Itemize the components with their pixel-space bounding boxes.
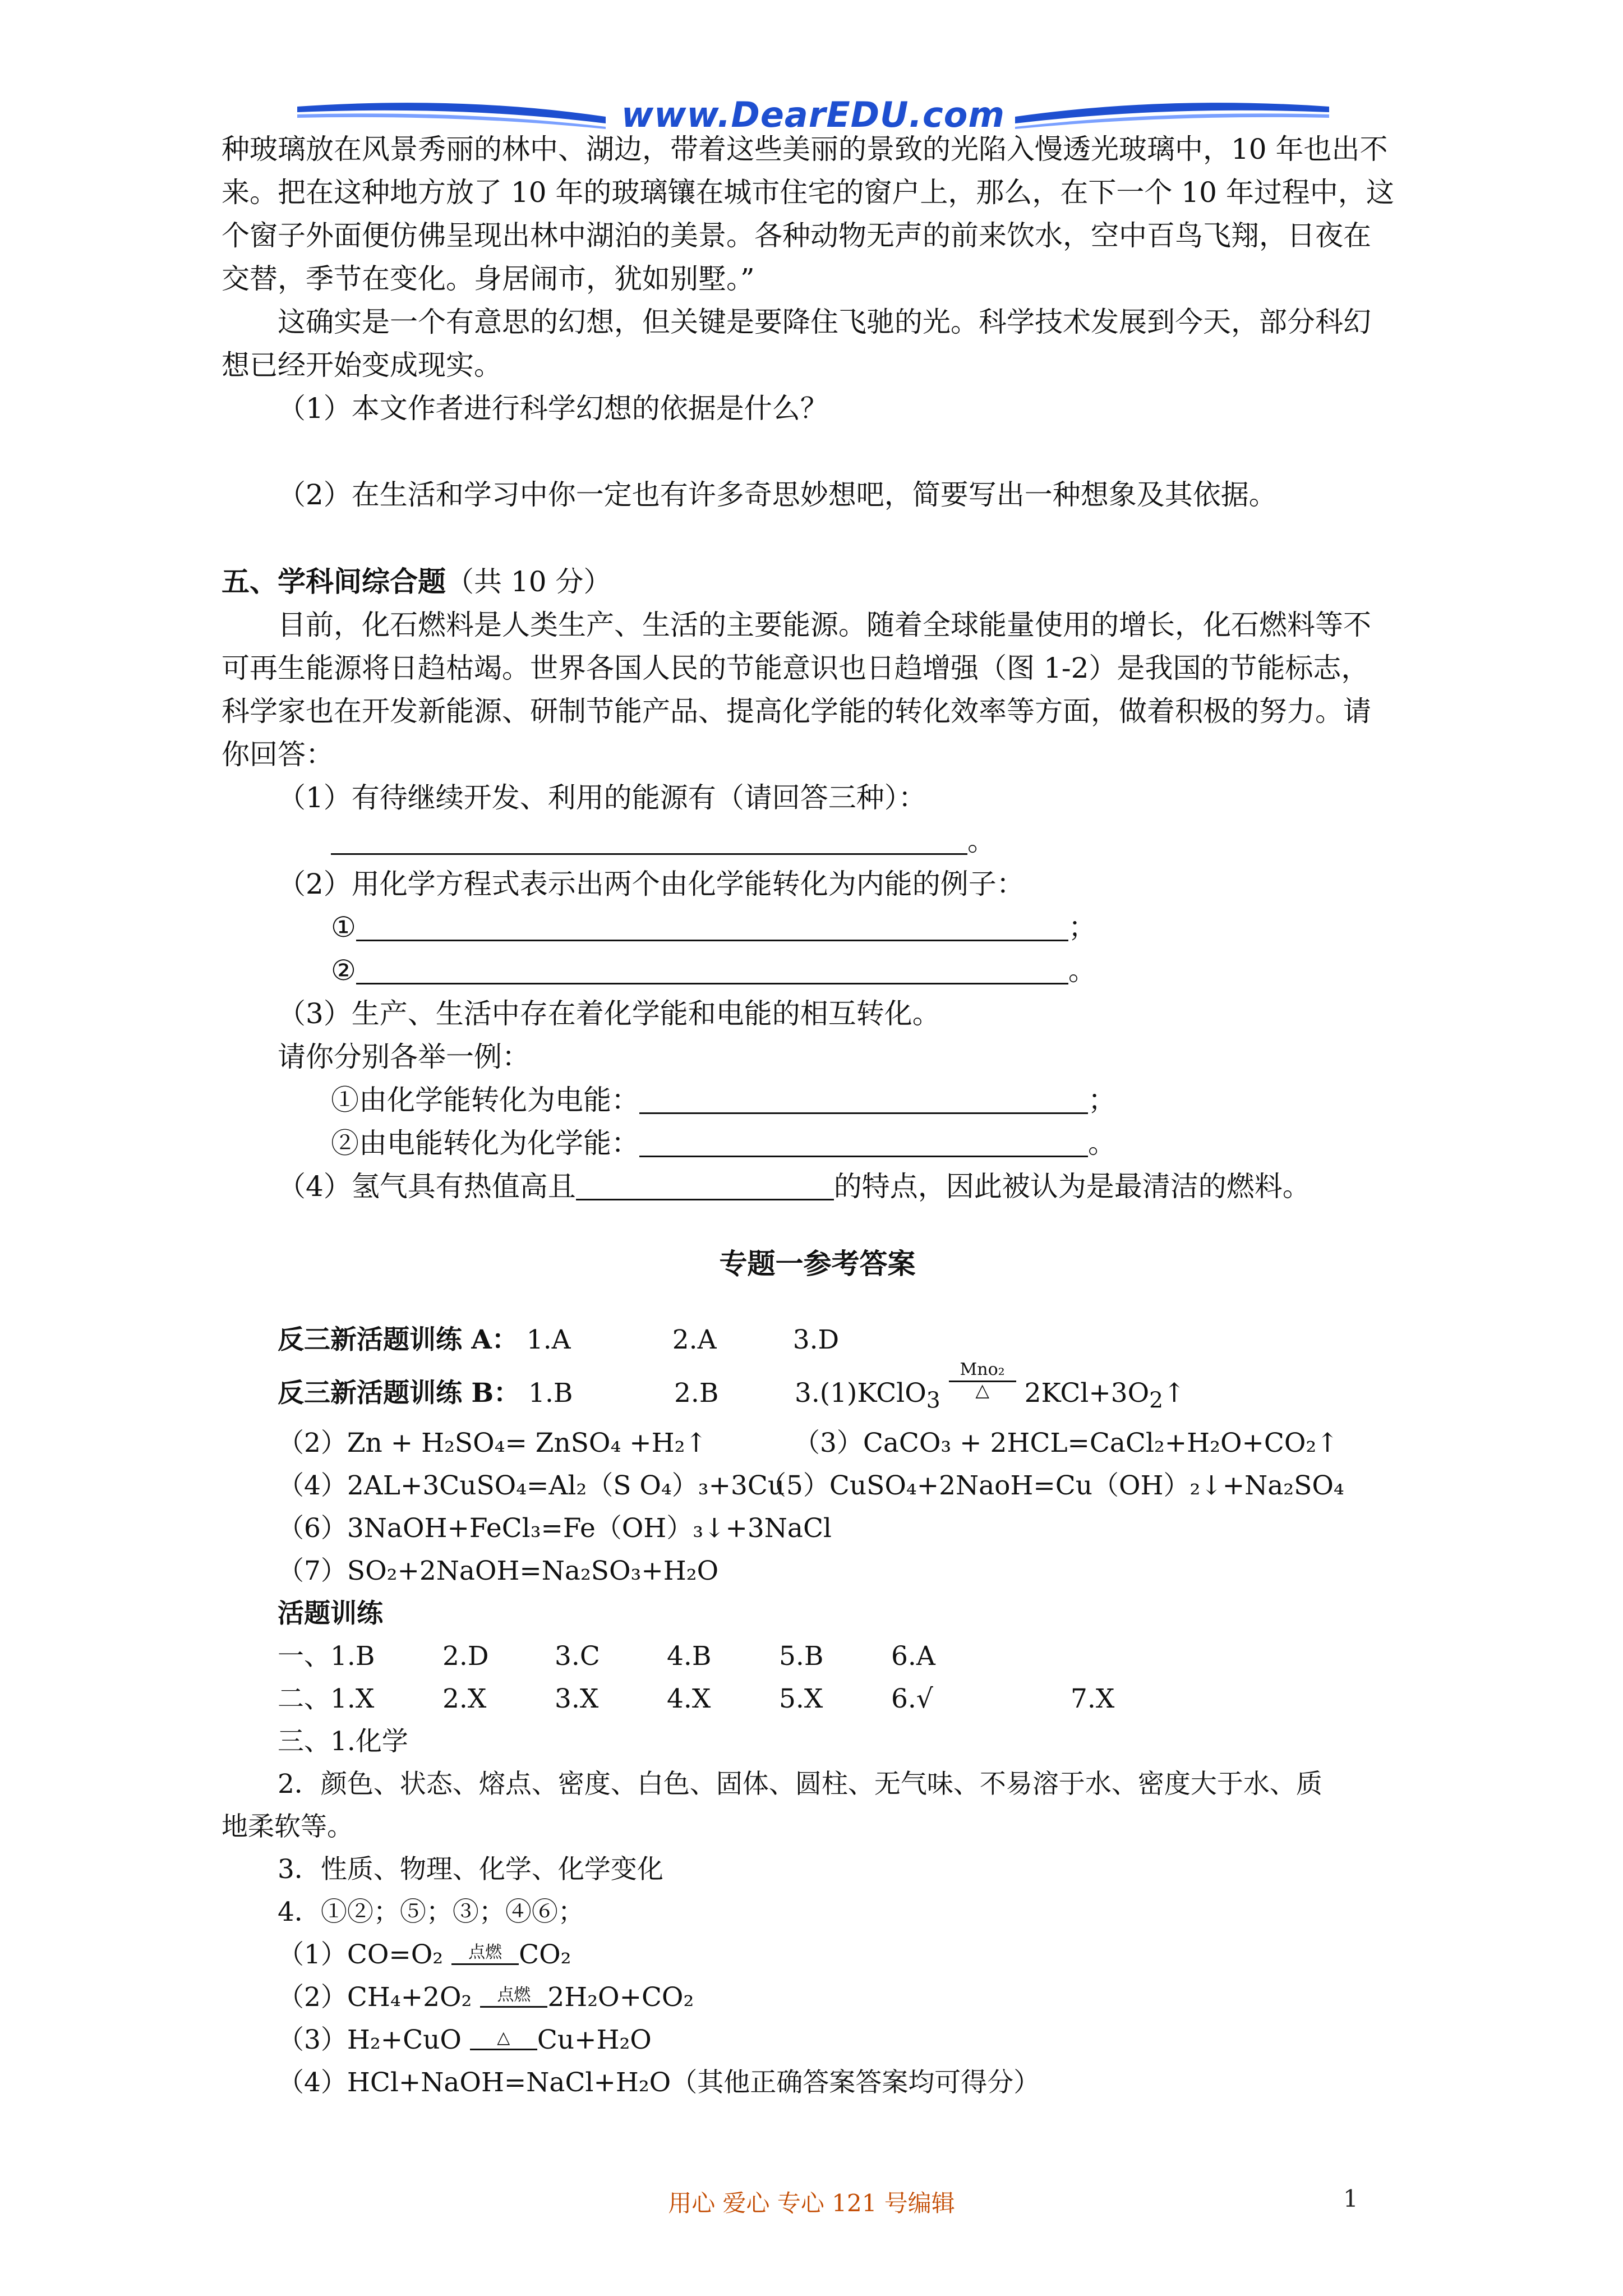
passage-line: 交替，季节在变化。身居闹市，犹如别墅。” (222, 263, 755, 295)
answer-blank[interactable] (356, 910, 1068, 941)
answer-item-2-cont: 地柔软等。 (222, 1811, 353, 1843)
answer-blank[interactable] (356, 954, 1068, 984)
sub-question-4: （4）氢气具有热值高且 的特点，因此被认为是最清洁的燃料。 (278, 1170, 1311, 1203)
answer-blank[interactable] (331, 824, 967, 855)
equation-row: （7）SO₂+2NaOH=Na₂SO₃+H₂O (278, 1556, 719, 1587)
footer-credit: 用心 爱心 专心 121 号编辑 (668, 2189, 955, 2217)
answer-blank[interactable] (639, 1126, 1088, 1157)
answer-row-a: 反三新活题训练 A： 1.A 2.A 3.D (278, 1324, 840, 1355)
answers-title: 专题一参考答案 (719, 1247, 916, 1280)
answer-row-2: 二、1.X 2.X 3.X 4.X 5.X 6.√ 7.X (278, 1683, 1115, 1715)
intro-line: 科学家也在开发新能源、研制节能产品、提高化学能的转化效率等方面，做着积极的努力。请 (222, 695, 1371, 728)
page-number: 1 (1343, 2185, 1358, 2212)
answer-blank-row: ①由化学能转化为电能： ； (331, 1084, 1116, 1116)
formula-row: （1）CO=O₂ 点燃 CO₂ (278, 1939, 571, 1971)
sub-question-3: （3）生产、生活中存在着化学能和电能的相互转化。 (278, 997, 940, 1030)
section-points: （共 10 分） (446, 565, 612, 598)
answer-blank-row: ② 。 (331, 954, 1096, 987)
sub-question-2: （2）用化学方程式表示出两个由化学能转化为内能的例子： (278, 868, 1025, 900)
equation-row: （6）3NaOH+FeCl₃=Fe（OH）₃↓+3NaCl (278, 1513, 832, 1544)
answer-blank-row: ① ； (331, 911, 1096, 944)
answer-row-1: 一、1.B 2.D 3.C 4.B 5.B 6.A (278, 1641, 935, 1672)
answer-blank[interactable] (639, 1083, 1088, 1114)
intro-line: 目前，化石燃料是人类生产、生活的主要能源。随着全球能量使用的增长，化石燃料等不 (278, 609, 1371, 641)
section-title: 五、学科间综合题 (222, 565, 446, 598)
answer-blank[interactable] (576, 1170, 834, 1200)
answer-row-b: 反三新活题训练 B： 1.B 2.B 3.(1)KClO$_3$ Mno₂ △ $2KCl+3O_2↑$ (278, 1360, 1186, 1414)
passage-line: 来。把在这种地方放了 10 年的玻璃镶在城市住宅的窗户上，那么，在下一个 10 年过程中，这 (222, 176, 1394, 209)
passage-line: 种玻璃放在风景秀丽的林中、湖边，带着这些美丽的景致的光陷入慢透光玻璃中，10 年也出不 (222, 133, 1388, 165)
formula-row: （3）H₂+CuO △ Cu+H₂O (278, 2024, 652, 2056)
reaction-condition: 点燃 (480, 1987, 547, 2008)
question-2: （2）在生活和学习中你一定也有许多奇思妙想吧，简要写出一种想象及其依据。 (278, 478, 1277, 511)
site-name: www.DearEDU.com (621, 94, 1005, 135)
sub-question-1: （1）有待继续开发、利用的能源有（请回答三种）： (278, 781, 926, 814)
intro-line: 可再生能源将日趋枯竭。世界各国人民的节能意识也日趋增强（图 1-2）是我国的节能标志， (222, 652, 1370, 684)
passage-line: 个窗子外面便仿佛呈现出林中湖泊的美景。各种动物无声的前来饮水，空中百鸟飞翔，日夜在 (222, 219, 1371, 252)
section-heading (222, 560, 1413, 604)
answer-blank-row: 。 (222, 820, 1413, 863)
formula-row: （2）CH₄+2O₂ 点燃 2H₂O+CO₂ (278, 1982, 694, 2013)
formula-row: （4）HCl+NaOH=NaCl+H₂O（其他正确答案答案均可得分） (278, 2067, 1040, 2099)
equation-row: （2）Zn + H₂SO₄= ZnSO₄ +H₂↑ （3）CaCO₃ + 2HCL=CaCl₂+H₂O+CO₂↑ (278, 1428, 1339, 1459)
answer-blank-row: ②由电能转化为化学能： 。 (331, 1127, 1116, 1159)
sub-question-3-prompt: 请你分别各举一例： (278, 1041, 530, 1073)
question-1: （1）本文作者进行科学幻想的依据是什么？ (278, 392, 828, 425)
activity-heading: 活题训练 (278, 1598, 383, 1630)
answer-item-4: 4．①②；⑤；③；④⑥； (278, 1897, 584, 1928)
reaction-condition: Mno₂ △ (949, 1361, 1016, 1398)
passage-line: 这确实是一个有意思的幻想，但关键是要降住飞驰的光。科学技术发展到今天，部分科幻 (278, 306, 1371, 338)
reaction-condition: △ (470, 2030, 537, 2050)
answer-item-3: 3．性质、物理、化学、化学变化 (278, 1854, 663, 1885)
equation-row: （4）2AL+3CuSO₄=Al₂（S O₄）₃+3Cu（5）CuSO₄+2NaoH=Cu（OH）₂↓+Na₂SO₄ (278, 1470, 1344, 1502)
reaction-condition: 点燃 (451, 1944, 519, 1965)
passage-line: 想已经开始变成现实。 (222, 349, 502, 381)
answer-row-3: 三、1.化学 (278, 1726, 408, 1757)
intro-line: 你回答： (222, 738, 334, 771)
document-body (222, 128, 1413, 2104)
answer-item-2: 2．颜色、状态、熔点、密度、白色、固体、圆柱、无气味、不易溶于水、密度大于水、质 (278, 1769, 1322, 1800)
